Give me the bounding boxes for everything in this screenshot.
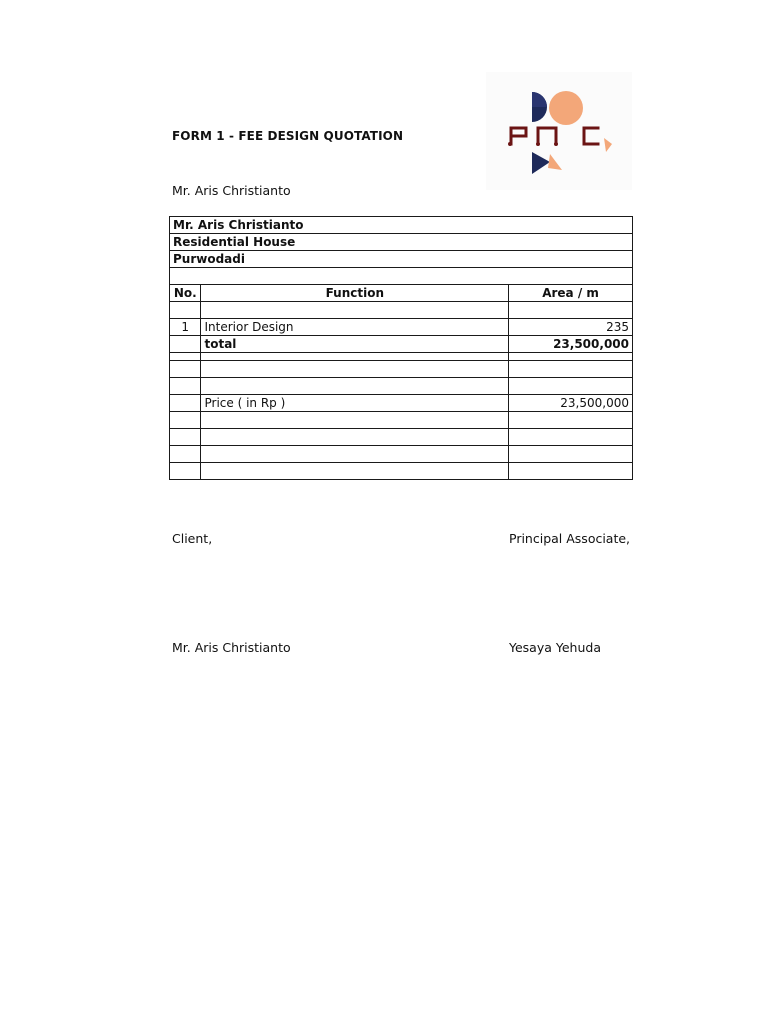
header-row [170, 285, 633, 302]
info-row-project [170, 234, 633, 251]
table-row [170, 378, 633, 395]
item-no: 1 [170, 319, 201, 336]
info-row-client [170, 217, 633, 234]
logo-accent-circle [549, 91, 583, 125]
price-value: 23,500,000 [509, 395, 633, 412]
quotation-table [169, 216, 633, 480]
item-area: 235 [509, 319, 633, 336]
table-row [170, 429, 633, 446]
table-row [170, 302, 633, 319]
price-row [170, 395, 633, 412]
header-function: Function [201, 285, 509, 302]
info-row-location [170, 251, 633, 268]
associate-signature-name: Yesaya Yehuda [509, 640, 601, 655]
info-project: Residential House [170, 234, 633, 251]
info-client-name: Mr. Aris Christianto [170, 217, 633, 234]
total-value: 23,500,000 [509, 336, 633, 353]
table-row [170, 412, 633, 429]
associate-signature-label: Principal Associate, [509, 531, 631, 546]
client-signature-name: Mr. Aris Christianto [172, 640, 291, 655]
info-location: Purwodadi [170, 251, 633, 268]
table-row [170, 353, 633, 361]
price-label: Price ( in Rp ) [201, 395, 509, 412]
salutation: Mr. Aris Christianto [172, 183, 291, 198]
total-row [170, 336, 633, 353]
header-no: No. [170, 285, 201, 302]
item-function: Interior Design [201, 319, 509, 336]
table-row [170, 361, 633, 378]
table-row [170, 319, 633, 336]
table-row [170, 446, 633, 463]
company-logo [486, 72, 632, 190]
table-row [170, 463, 633, 480]
form-title: FORM 1 - FEE DESIGN QUOTATION [172, 129, 404, 143]
total-label: total [201, 336, 509, 353]
spacer-row [170, 268, 633, 285]
header-area: Area / m [509, 285, 633, 302]
client-signature-label: Client, [172, 531, 213, 546]
